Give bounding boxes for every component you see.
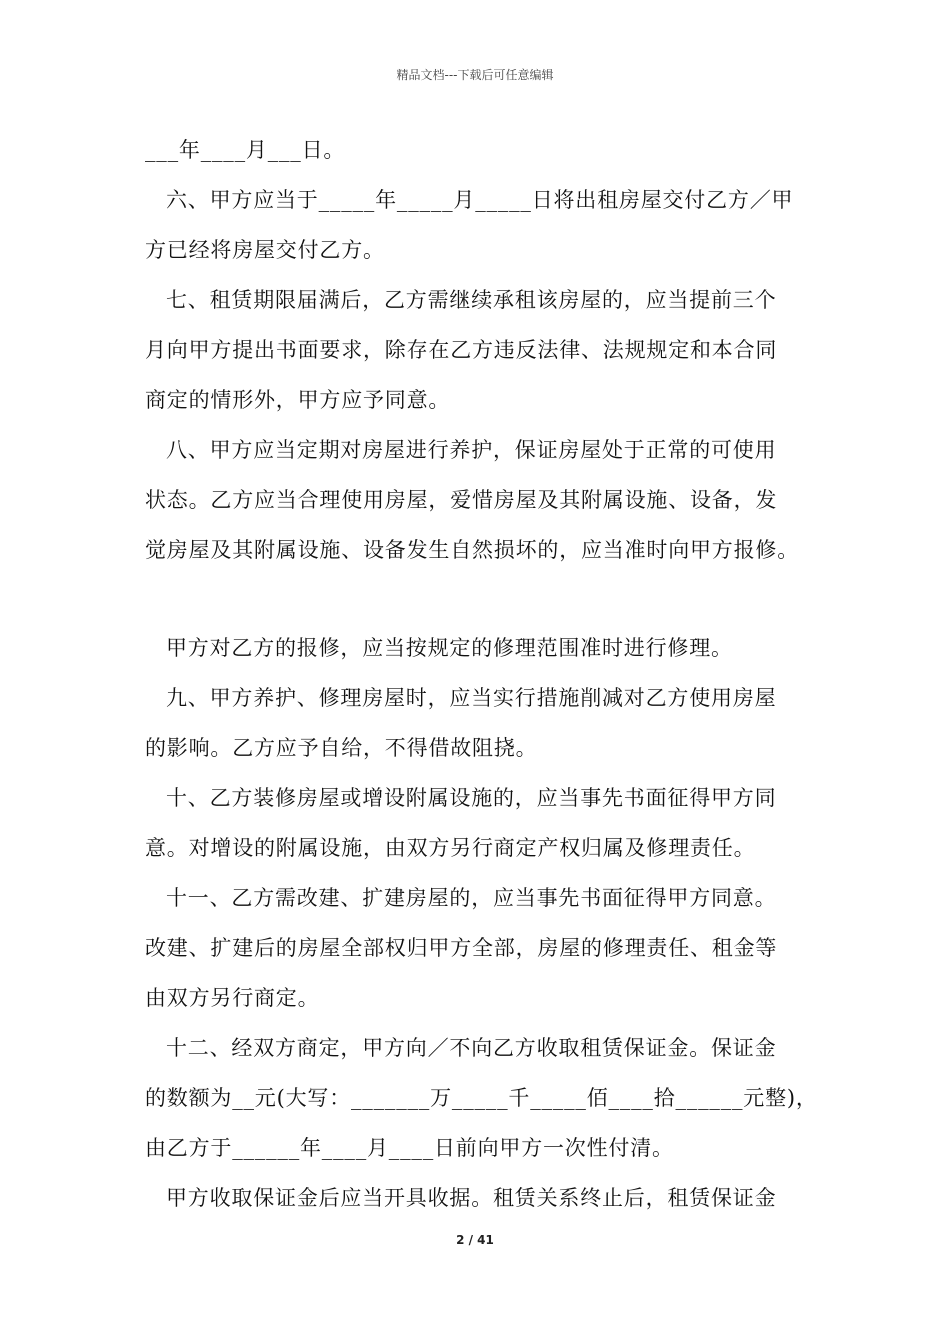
clause-12-line-1: 十二、经双方商定，甲方向／不向乙方收取租赁保证金。保证金 (166, 1036, 777, 1060)
page-header: 精品文档---下载后可任意编辑 (396, 68, 554, 82)
clause-10-line-1: 十、乙方装修房屋或增设附属设施的，应当事先书面征得甲方同 (166, 786, 777, 810)
clause-11-line-3: 由双方另行商定。 (145, 986, 320, 1010)
clause-10-line-2: 意。对增设的附属设施，由双方另行商定产权归属及修理责任。 (145, 836, 756, 860)
clause-12-line-3: 由乙方于______年____月____日前向甲方一次性付清。 (145, 1136, 674, 1160)
deposit-paragraph-line-1: 甲方收取保证金后应当开具收据。租赁关系终止后，租赁保证金 (166, 1186, 777, 1210)
clause-9-line-2: 的影响。乙方应予自给，不得借故阻挠。 (145, 736, 538, 760)
clause-7-line-3: 商定的情形外，甲方应予同意。 (145, 388, 451, 412)
clause-7-line-1: 七、租赁期限届满后，乙方需继续承租该房屋的，应当提前三个 (166, 288, 777, 312)
clause-11-line-2: 改建、扩建后的房屋全部权归甲方全部，房屋的修理责任、租金等 (145, 936, 778, 960)
clause-12-line-2: 的数额为__元(大写：_______万_____千_____佰____拾______元整)， (145, 1086, 818, 1110)
clause-7-line-2: 月向甲方提出书面要求，除存在乙方违反法律、法规规定和本合同 (145, 338, 778, 362)
text-line: ___年____月___日。 (145, 138, 346, 162)
clause-8-line-1: 八、甲方应当定期对房屋进行养护，保证房屋处于正常的可使用 (166, 438, 777, 462)
clause-6-line-1: 六、甲方应当于_____年_____月_____日将出租房屋交付乙方／甲 (166, 188, 794, 212)
clause-8-line-2: 状态。乙方应当合理使用房屋，爱惜房屋及其附属设施、设备，发 (145, 488, 778, 512)
clause-11-line-1: 十一、乙方需改建、扩建房屋的，应当事先书面征得甲方同意。 (166, 886, 777, 910)
repair-paragraph: 甲方对乙方的报修，应当按规定的修理范围准时进行修理。 (166, 636, 733, 660)
page-number: 2 / 41 (456, 1233, 494, 1247)
clause-9-line-1: 九、甲方养护、修理房屋时，应当实行措施削减对乙方使用房屋 (166, 686, 777, 710)
clause-8-line-3: 觉房屋及其附属设施、设备发生自然损坏的，应当准时向甲方报修。 (145, 538, 799, 562)
clause-6-line-2: 方已经将房屋交付乙方。 (145, 238, 385, 262)
